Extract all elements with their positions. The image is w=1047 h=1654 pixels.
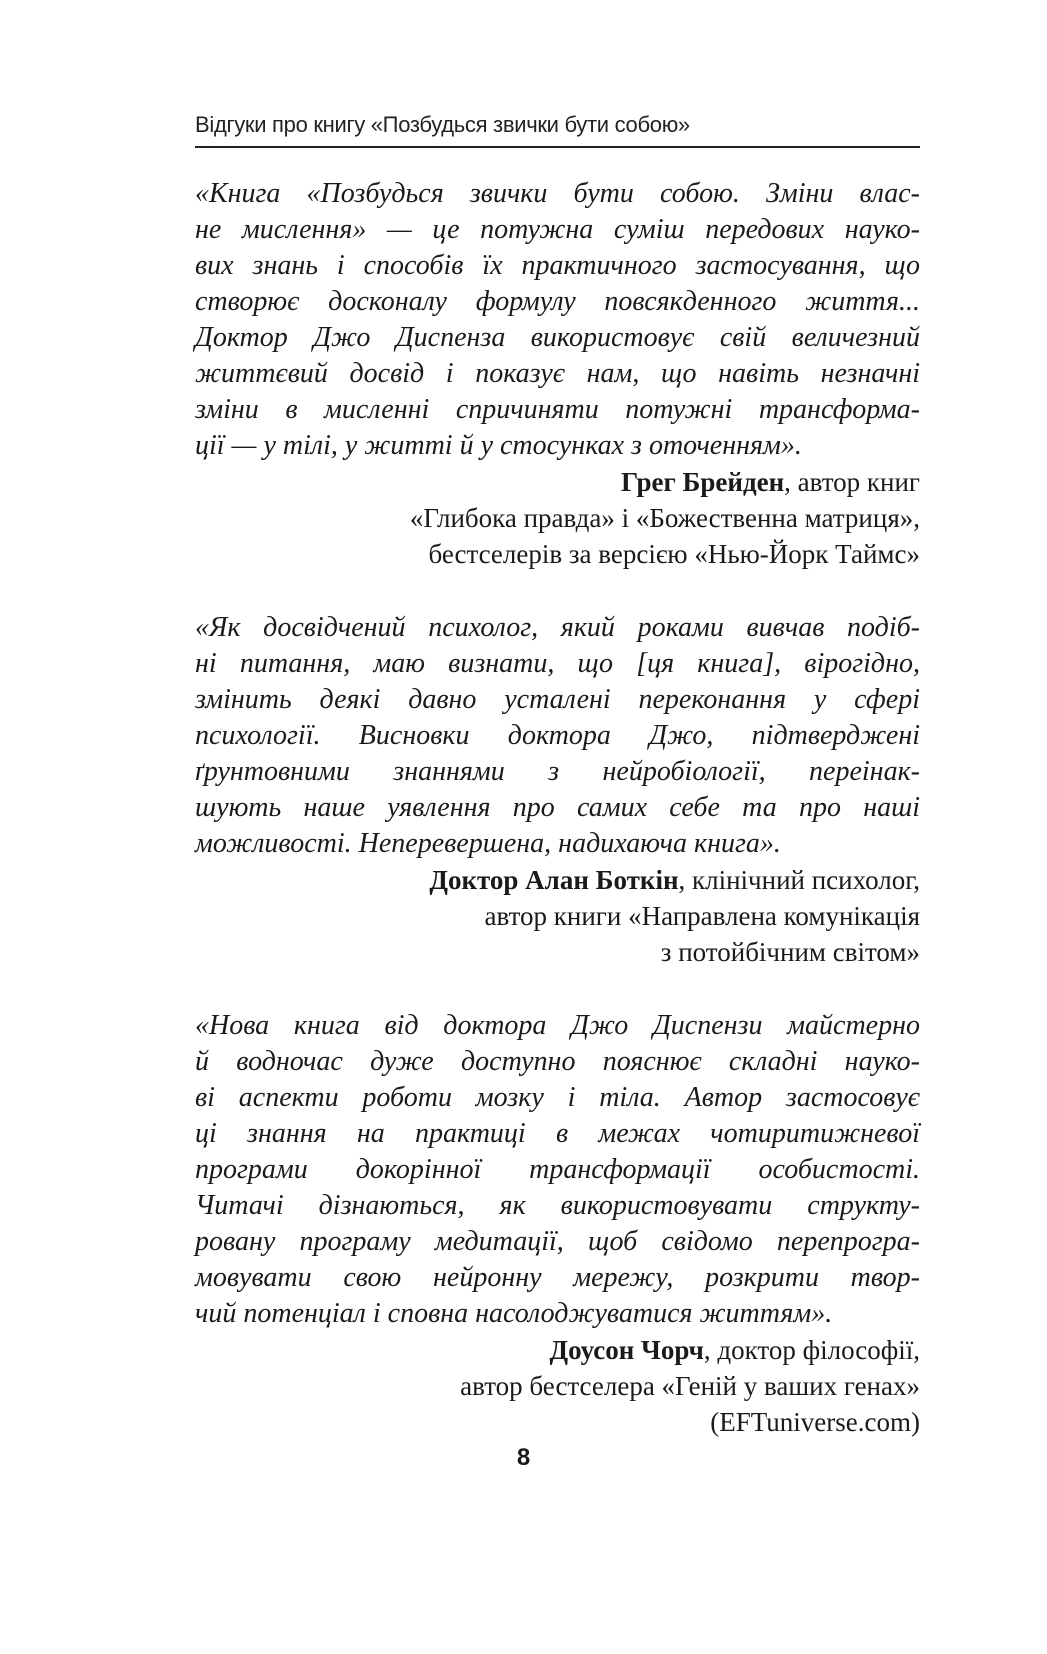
quote-line: не мислення» — це потужна суміш передових науко- [195,214,920,245]
review-quote [195,610,920,862]
attribution-line: автор бестселера «Геній у ваших генах» [460,1371,920,1401]
quote-line: створює досконалу формулу повсякденного життя... [195,286,920,317]
review-1 [195,176,920,572]
quote-line: ві аспекти роботи мозку і тіла. Автор застосовує [195,1082,920,1113]
quote-line: вих знань і способів їх практичного застосування, що [195,250,920,281]
attribution-line: автор книги «Направлена комунікація [484,901,920,931]
quote-line: й водночас дуже доступно пояснює складні науко- [195,1046,920,1077]
review-3 [195,1008,920,1440]
quote-line: ції — у тілі, у житті й у стосунках з оточенням». [195,430,802,461]
quote-line: можливості. Неперевершена, надихаюча книга». [195,828,781,859]
reviewer-title: , доктор філософії, [703,1335,920,1365]
attribution-line: «Глибока правда» і «Божественна матриця», [409,503,920,533]
quote-line: ґрунтовними знаннями з нейробіології, переінак- [195,756,920,787]
attribution-line [195,464,920,500]
quote-line: «Як досвідчений психолог, який роками вивчав подіб- [195,612,920,643]
reviewer-name: Грег Брейден [621,467,785,497]
attribution-line [195,862,920,898]
quote-line: ці знання на практиці в межах чотиритижневої [195,1118,920,1149]
attribution-line: бестселерів за версією «Нью-Йорк Таймс» [428,539,920,569]
reviewer-name: Доусон Чорч [549,1335,704,1365]
quote-line: Доктор Джо Диспенза використовує свій величезний [195,322,920,353]
attribution-line: з потойбічним світом» [660,937,920,967]
quote-line: мовувати свою нейронну мережу, розкрити твор- [195,1262,920,1293]
attribution-line: (EFTuniverse.com) [710,1407,920,1437]
review-attribution [195,862,920,970]
review-2 [195,610,920,970]
running-head: Відгуки про книгу «Позбудься звички бути собою» [195,112,920,148]
quote-line: чий потенціал і сповна насолоджуватися життям». [195,1298,833,1329]
page-number: 8 [516,1444,531,1471]
attribution-line [195,1332,920,1368]
quote-line: «Книга «Позбудься звички бути собою. Зміни влас- [195,178,920,209]
quote-line: змінить деякі давно усталені переконання у сфері [195,684,920,715]
reviewer-title: , клінічний психолог, [678,865,920,895]
quote-line: шують наше уявлення про самих себе та про наші [195,792,920,823]
reviewer-title: , автор книг [784,467,920,497]
review-quote [195,1008,920,1332]
quote-line: Читачі дізнаються, як використовувати структу- [195,1190,920,1221]
book-page [195,112,920,1440]
reviewer-name: Доктор Алан Боткін [429,865,679,895]
review-quote [195,176,920,464]
review-attribution [195,464,920,572]
quote-line: «Нова книга від доктора Джо Диспензи майстерно [195,1010,920,1041]
quote-line: зміни в мисленні спричиняти потужні трансформа- [195,394,920,425]
quote-line: життєвий досвід і показує нам, що навіть незначні [195,358,920,389]
review-attribution [195,1332,920,1440]
quote-line: психології. Висновки доктора Джо, підтверджені [195,720,920,751]
quote-line: програми докорінної трансформації особистості. [195,1154,920,1185]
quote-line: ровану програму медитації, щоб свідомо перепрогра- [195,1226,920,1257]
quote-line: ні питання, маю визнати, що [ця книга], вірогідно, [195,648,920,679]
